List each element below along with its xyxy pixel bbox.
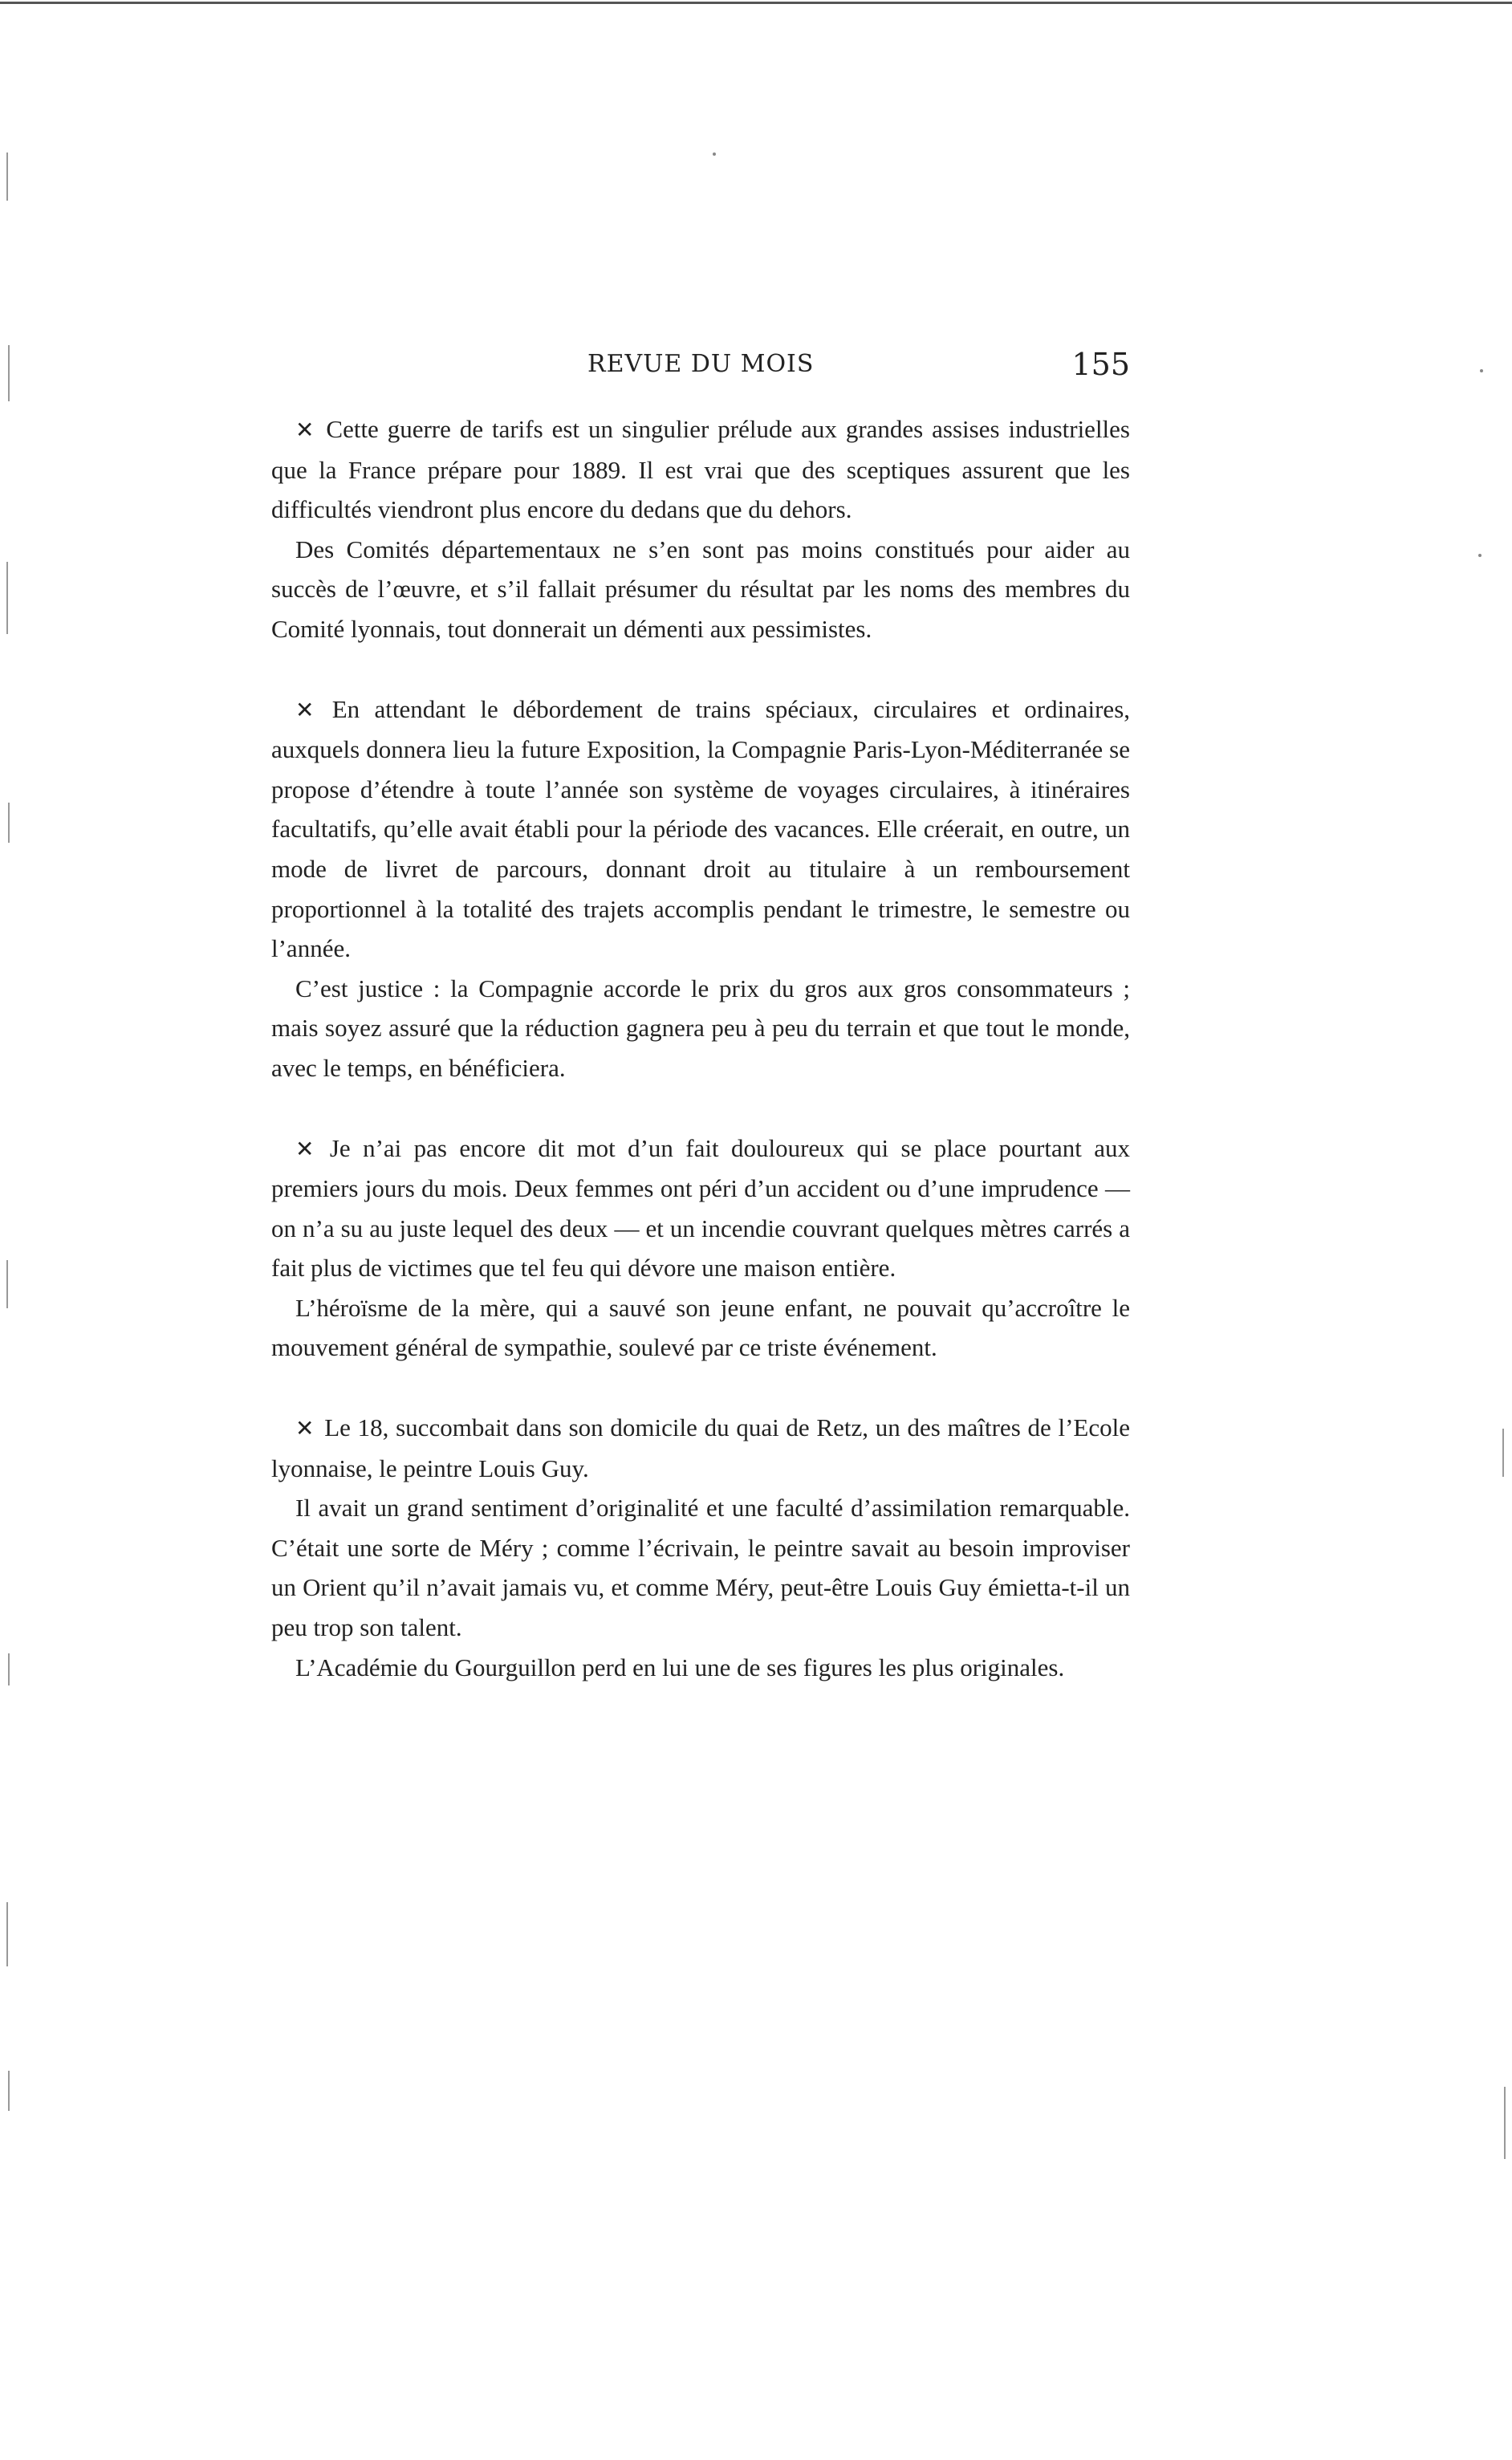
left-edge-mark [8, 1653, 10, 1685]
page-number: 155 [1071, 347, 1130, 382]
paragraph-text: En attendant le débordement de trains spéciaux, circulaires et ordinaires, auxquels donnera lieu la future Exposition, la Compagnie Paris-Lyon-Méditerranée se propose d’étendre à toute l’année son système de voyages circulaires, à itinéraires facultatifs, qu’elle avait établi pour la période des vacances. Elle créerait, en outre, un mode de livret de parcours, donnant droit au titulaire à un remboursement proportionnel à la totalité des trajets accomplis pendant le trimestre, le semestre ou l’année. [271, 694, 1131, 963]
scan-speck [1480, 369, 1483, 372]
left-edge-mark [8, 803, 10, 843]
left-edge-mark [6, 562, 8, 634]
paragraph [271, 1488, 1130, 1647]
right-edge-mark [1504, 2087, 1506, 2159]
paragraph-text: L’héroïsme de la mère, qui a sauvé son jeune enfant, ne pouvait qu’accroître le mouvement général de sympathie, soulevé par ce triste événement. [271, 1293, 1130, 1362]
section-mark-icon: ✕ [295, 1415, 315, 1442]
paragraph [271, 530, 1130, 649]
paragraph [271, 1128, 1130, 1288]
paragraph [271, 1288, 1130, 1368]
body-text [271, 409, 1130, 1687]
paragraph [271, 969, 1130, 1088]
paragraph-text: Le 18, succombait dans son domicile du quai de Retz, un des maîtres de l’Ecole lyonnaise, le peintre Louis Guy. [271, 1413, 1130, 1482]
section-mark-icon: ✕ [295, 1135, 315, 1162]
running-title: REVUE DU MOIS [587, 350, 815, 378]
scan-speck [1478, 554, 1482, 557]
paragraph [271, 409, 1130, 530]
running-head [273, 347, 1140, 387]
left-edge-mark [6, 1902, 8, 1966]
top-edge-rule [0, 2, 1512, 4]
paragraph-text: C’est justice : la Compagnie accorde le prix du gros aux gros consommateurs ; mais soyez assuré que la réduction gagnera peu à peu du terrain et que tout le monde, avec le temps, en bénéficiera. [271, 974, 1130, 1082]
article-section [271, 1128, 1130, 1368]
paragraph [271, 1408, 1130, 1488]
paragraph-text: Cette guerre de tarifs est un singulier prélude aux grandes assises industrielles que la France prépare pour 1889. Il est vrai que des sceptiques assurent que les difficultés viendront plus encore du dedans que du dehors. [271, 415, 1130, 524]
paragraph-text: Des Comités départementaux ne s’en sont pas moins constitués pour aider au succès de l’œuvre, et s’il fallait présumer du résultat par les noms des membres du Comité lyonnais, tout donnerait un démenti aux pessimistes. [271, 535, 1130, 643]
paragraph-text: Il avait un grand sentiment d’originalité et une faculté d’assimilation remarquable. C’était une sorte de Méry ; comme l’écrivain, le peintre savait au besoin improviser un Orient qu’il n’avait jamais vu, et comme Méry, peut-être Louis Guy émietta-t-il un peu trop son talent. [271, 1494, 1130, 1642]
section-mark-icon: ✕ [295, 696, 315, 723]
article-section [271, 409, 1130, 649]
paragraph-text: L’Académie du Gourguillon perd en lui une de ses figures les plus originales. [295, 1653, 1065, 1681]
scan-speck [713, 152, 716, 156]
article-section [271, 689, 1130, 1088]
left-edge-mark [6, 1260, 8, 1308]
paragraph [271, 689, 1130, 969]
paragraph [271, 1648, 1130, 1688]
section-mark-icon: ✕ [295, 417, 315, 443]
paragraph-text: Je n’ai pas encore dit mot d’un fait douloureux qui se place pourtant aux premiers jours du mois. Deux femmes ont péri d’un accident ou d’une imprudence — on n’a su au juste lequel des deux — et un incendie couvrant quelques mètres carrés a fait plus de victimes que tel feu qui dévore une maison entière. [271, 1133, 1130, 1283]
left-edge-mark [8, 2071, 10, 2111]
left-edge-mark [8, 345, 10, 401]
right-edge-mark [1502, 1429, 1504, 1477]
left-edge-mark [6, 152, 8, 201]
article-section [271, 1408, 1130, 1687]
